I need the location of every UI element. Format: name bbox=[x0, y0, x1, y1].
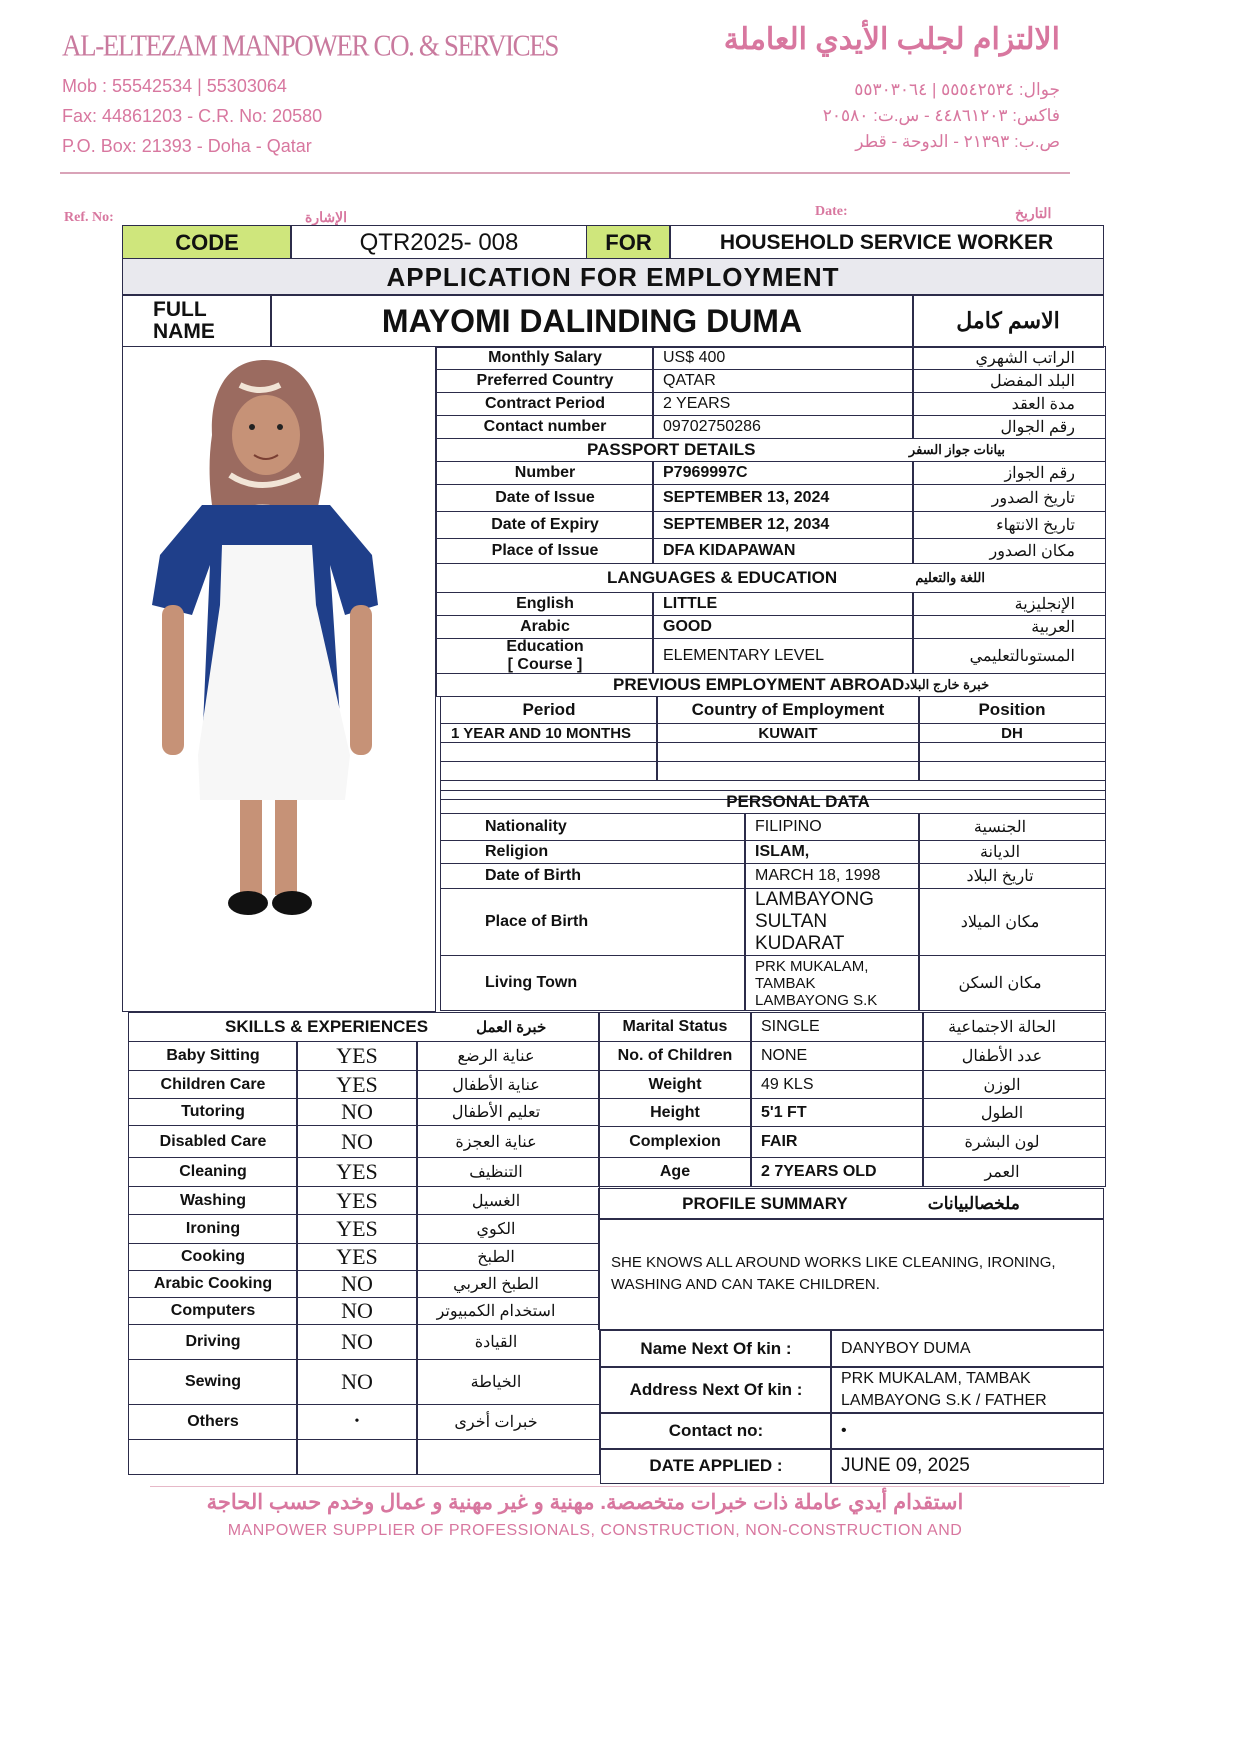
top-row-label-ar: مدة العقد bbox=[912, 392, 1106, 416]
personal2-row-value: 5'1 FT bbox=[750, 1098, 924, 1127]
language-row-label-ar: الإنجليزية bbox=[912, 592, 1106, 616]
skill-value: NO bbox=[296, 1297, 418, 1325]
skill-label: Tutoring bbox=[128, 1098, 298, 1126]
personal-header: PERSONAL DATA bbox=[440, 790, 1106, 814]
personal-row-value: ISLAM, bbox=[744, 840, 920, 864]
top-row-value: QATAR bbox=[652, 369, 914, 393]
date-applied-label: DATE APPLIED : bbox=[600, 1448, 832, 1484]
passport-row-label: Place of Issue bbox=[436, 538, 654, 564]
top-row-label-ar: الراتب الشهري bbox=[912, 346, 1106, 370]
date-label-ar: التاريخ bbox=[1015, 205, 1052, 221]
skill-label-ar: الخياطة bbox=[416, 1359, 600, 1405]
skill-value: NO bbox=[296, 1359, 418, 1405]
passport-header bbox=[436, 438, 1106, 462]
full-name-label-ar: الاسم كامل bbox=[912, 294, 1104, 348]
language-row-value: LITTLE bbox=[652, 592, 914, 616]
skill-label: Washing bbox=[128, 1186, 298, 1215]
applicant-photo bbox=[140, 355, 390, 930]
language-row-label: English bbox=[436, 592, 654, 616]
skill-value: NO bbox=[296, 1098, 418, 1126]
skill-label-ar: عناية الرضع bbox=[416, 1041, 600, 1071]
top-row-value: US$ 400 bbox=[652, 346, 914, 370]
personal-row-label: Date of Birth bbox=[440, 863, 746, 889]
language-row-label: Arabic bbox=[436, 615, 654, 639]
skill-label: Sewing bbox=[128, 1359, 298, 1405]
skills-title-ar: خبرة العمل bbox=[476, 1019, 547, 1036]
top-row-label-ar: رقم الجوال bbox=[912, 415, 1106, 439]
skill-label-ar: تعليم الأطفال bbox=[416, 1098, 600, 1126]
personal2-row-label: No. of Children bbox=[598, 1041, 752, 1071]
personal-row-label: Nationality bbox=[440, 813, 746, 841]
language-row-label-ar: العربية bbox=[912, 615, 1106, 639]
personal2-row-value: 49 KLS bbox=[750, 1070, 924, 1099]
full-name-label: FULL NAME bbox=[122, 294, 272, 348]
personal2-row-value: 2 7YEARS OLD bbox=[750, 1157, 924, 1187]
passport-row-label-ar: رقم الجواز bbox=[912, 461, 1106, 485]
employment-col-country: Country of Employment bbox=[656, 696, 920, 724]
personal-row-value: PRK MUKALAM, TAMBAK LAMBAYONG S.K bbox=[744, 955, 920, 1011]
employment-period bbox=[440, 742, 658, 762]
form-title: APPLICATION FOR EMPLOYMENT bbox=[122, 258, 1104, 296]
employment-position: DH bbox=[918, 723, 1106, 743]
personal-row-label-ar: مكان السكن bbox=[918, 955, 1106, 1011]
passport-row-label-ar: تاريخ الصدور bbox=[912, 484, 1106, 512]
employment-country: KUWAIT bbox=[656, 723, 920, 743]
employment-country bbox=[656, 742, 920, 762]
profile-title-en: PROFILE SUMMARY bbox=[682, 1194, 848, 1213]
skill-label-ar: استخدام الكمبيوتر bbox=[416, 1297, 600, 1325]
ref-no-label-ar: الإشارة bbox=[305, 209, 347, 225]
code-label: CODE bbox=[122, 225, 292, 260]
letterhead-divider bbox=[60, 172, 1070, 174]
skill-label: Baby Sitting bbox=[128, 1041, 298, 1071]
skill-label: Children Care bbox=[128, 1070, 298, 1099]
footer-arabic: استقدام أيدي عاملة ذات خبرات متخصصة. مهنية و غير مهنية و عمال وخدم حسب الحاجة bbox=[206, 1491, 964, 1514]
kin-name-value: DANYBOY DUMA bbox=[830, 1330, 1104, 1368]
skill-label-ar: عناية العجزة bbox=[416, 1125, 600, 1158]
employment-country bbox=[656, 761, 920, 781]
passport-row-value: DFA KIDAPAWAN bbox=[652, 538, 914, 564]
company-name-ar: الالتزام لجلب الأيدي العاملة bbox=[723, 23, 1060, 56]
skills-title: SKILLS & EXPERIENCES bbox=[225, 1017, 429, 1036]
kin-contact-value: • bbox=[830, 1412, 1104, 1450]
passport-title: PASSPORT DETAILS bbox=[587, 440, 756, 459]
skill-value: NO bbox=[296, 1324, 418, 1360]
personal-row-value: LAMBAYONG SULTAN KUDARAT bbox=[744, 888, 920, 956]
profile-summary: SHE KNOWS ALL AROUND WORKS LIKE CLEANING, IRONING, WASHING AND CAN TAKE CHILDREN. bbox=[598, 1218, 1104, 1330]
employment-period bbox=[440, 761, 658, 781]
fax-cr-number: Fax: 44861203 - C.R. No: 20580 bbox=[62, 106, 323, 126]
top-row-label: Monthly Salary bbox=[436, 346, 654, 370]
fax-cr-number-ar: فاكس: ٤٤٨٦١٢٠٣ - س.ت: ٢٠٥٨٠ bbox=[822, 106, 1060, 125]
passport-row-label: Date of Issue bbox=[436, 484, 654, 512]
personal-row-label-ar: الجنسية bbox=[918, 813, 1106, 841]
employment-period: 1 YEAR AND 10 MONTHS bbox=[440, 723, 658, 743]
passport-row-label: Date of Expiry bbox=[436, 511, 654, 539]
skill-label-ar: الغسيل bbox=[416, 1186, 600, 1215]
kin-contact-label: Contact no: bbox=[600, 1412, 832, 1450]
po-box: P.O. Box: 21393 - Doha - Qatar bbox=[62, 136, 312, 156]
skill-label-ar: خبرات أخرى bbox=[416, 1404, 600, 1440]
personal-row-value: MARCH 18, 1998 bbox=[744, 863, 920, 889]
personal-row-label: Place of Birth bbox=[440, 888, 746, 956]
passport-row-label-ar: مكان الصدور bbox=[912, 538, 1106, 564]
skill-label: Others bbox=[128, 1404, 298, 1440]
top-row-label: Contact number bbox=[436, 415, 654, 439]
employment-title: PREVIOUS EMPLOYMENT ABROAD bbox=[613, 675, 905, 694]
date-label: Date: bbox=[815, 204, 848, 219]
personal2-row-label: Complexion bbox=[598, 1126, 752, 1158]
personal2-row-label-ar: الوزن bbox=[922, 1070, 1106, 1099]
skill-label-ar: عناية الأطفال bbox=[416, 1070, 600, 1099]
skill-label: Arabic Cooking bbox=[128, 1270, 298, 1298]
skill-label-ar: القيادة bbox=[416, 1324, 600, 1360]
skill-value: YES bbox=[296, 1041, 418, 1071]
personal2-row-label-ar: لون البشرة bbox=[922, 1126, 1106, 1158]
language-row-value: GOOD bbox=[652, 615, 914, 639]
employment-col-position: Position bbox=[918, 696, 1106, 724]
language-row-label: Education [ Course ] bbox=[436, 638, 654, 674]
skill-empty-row bbox=[416, 1439, 600, 1475]
skill-label: Disabled Care bbox=[128, 1125, 298, 1158]
profile-title-ar: ملخصالبيانات bbox=[927, 1194, 1020, 1213]
employment-title-ar: خبرة خارج البلاد bbox=[904, 677, 990, 692]
employment-position bbox=[918, 742, 1106, 762]
footer-english: MANPOWER SUPPLIER OF PROFESSIONALS, CONSTRUCTION, NON-CONSTRUCTION AND bbox=[227, 1522, 963, 1539]
skills-header bbox=[128, 1012, 600, 1042]
code-value: QTR2025- 008 bbox=[290, 225, 588, 260]
top-row-value: 09702750286 bbox=[652, 415, 914, 439]
skill-label: Computers bbox=[128, 1297, 298, 1325]
personal2-row-value: NONE bbox=[750, 1041, 924, 1071]
personal2-row-label-ar: العمر bbox=[922, 1157, 1106, 1187]
profile-title bbox=[598, 1188, 1104, 1220]
passport-row-label-ar: تاريخ الانتهاء bbox=[912, 511, 1106, 539]
skill-label: Cleaning bbox=[128, 1157, 298, 1187]
skill-value: YES bbox=[296, 1157, 418, 1187]
for-value: HOUSEHOLD SERVICE WORKER bbox=[669, 225, 1104, 260]
passport-row-value: SEPTEMBER 12, 2034 bbox=[652, 511, 914, 539]
personal-row-label: Living Town bbox=[440, 955, 746, 1011]
personal2-row-label: Marital Status bbox=[598, 1012, 752, 1042]
personal-row-label-ar: تاريخ البلاد bbox=[918, 863, 1106, 889]
employment-header bbox=[436, 673, 1106, 697]
skill-label: Cooking bbox=[128, 1243, 298, 1271]
skill-value: NO bbox=[296, 1125, 418, 1158]
top-row-label: Contract Period bbox=[436, 392, 654, 416]
skill-value: YES bbox=[296, 1186, 418, 1215]
personal2-row-label-ar: الحالة الاجتماعية bbox=[922, 1012, 1106, 1042]
skill-label-ar: التنظيف bbox=[416, 1157, 600, 1187]
languages-title: LANGUAGES & EDUCATION bbox=[607, 568, 838, 587]
passport-row-value: SEPTEMBER 13, 2024 bbox=[652, 484, 914, 512]
skill-empty-row bbox=[128, 1439, 298, 1475]
personal-row-value: FILIPINO bbox=[744, 813, 920, 841]
personal2-row-label: Weight bbox=[598, 1070, 752, 1099]
personal2-row-value: FAIR bbox=[750, 1126, 924, 1158]
top-row-label-ar: البلد المفضل bbox=[912, 369, 1106, 393]
footer-divider bbox=[150, 1486, 1070, 1487]
passport-row-label: Number bbox=[436, 461, 654, 485]
mobile-numbers-ar: جوال: ٥٥٥٤٢٥٣٤ | ٥٥٣٠٣٠٦٤ bbox=[854, 80, 1060, 99]
kin-address-value: PRK MUKALAM, TAMBAK LAMBAYONG S.K / FATHER bbox=[830, 1366, 1104, 1414]
passport-title-ar: بيانات جواز السفر bbox=[908, 442, 1005, 457]
personal2-row-label-ar: عدد الأطفال bbox=[922, 1041, 1106, 1071]
skill-empty-row bbox=[296, 1439, 418, 1475]
ref-no-label: Ref. No: bbox=[64, 210, 114, 225]
employment-col-period: Period bbox=[440, 696, 658, 724]
languages-header bbox=[436, 563, 1106, 593]
for-label: FOR bbox=[586, 225, 671, 260]
passport-row-value: P7969997C bbox=[652, 461, 914, 485]
skill-value: YES bbox=[296, 1243, 418, 1271]
skill-value: • bbox=[296, 1404, 418, 1440]
kin-name-label: Name Next Of kin : bbox=[600, 1330, 832, 1368]
skill-label: Driving bbox=[128, 1324, 298, 1360]
po-box-ar: ص.ب: ٢١٣٩٣ - الدوحة - قطر bbox=[855, 132, 1060, 151]
skill-label: Ironing bbox=[128, 1214, 298, 1244]
personal2-row-label: Age bbox=[598, 1157, 752, 1187]
language-row-value: ELEMENTARY LEVEL bbox=[652, 638, 914, 674]
personal-row-label-ar: مكان الميلاد bbox=[918, 888, 1106, 956]
personal2-row-value: SINGLE bbox=[750, 1012, 924, 1042]
language-row-label-ar: المستوىالتعليمي bbox=[912, 638, 1106, 674]
skill-label-ar: الطبخ bbox=[416, 1243, 600, 1271]
company-name-en: AL-ELTEZAM MANPOWER CO. & SERVICES bbox=[62, 28, 558, 63]
full-name-value: MAYOMI DALINDING DUMA bbox=[270, 294, 914, 348]
skill-label-ar: الطبخ العربي bbox=[416, 1270, 600, 1298]
top-row-label: Preferred Country bbox=[436, 369, 654, 393]
skill-value: YES bbox=[296, 1214, 418, 1244]
personal2-row-label: Height bbox=[598, 1098, 752, 1127]
mobile-numbers: Mob : 55542534 | 55303064 bbox=[62, 76, 287, 96]
date-applied-value: JUNE 09, 2025 bbox=[830, 1448, 1104, 1484]
personal-row-label: Religion bbox=[440, 840, 746, 864]
languages-title-ar: اللغة والتعليم bbox=[915, 570, 985, 585]
kin-address-label: Address Next Of kin : bbox=[600, 1366, 832, 1414]
top-row-value: 2 YEARS bbox=[652, 392, 914, 416]
skill-value: NO bbox=[296, 1270, 418, 1298]
personal-row-label-ar: الديانة bbox=[918, 840, 1106, 864]
personal2-row-label-ar: الطول bbox=[922, 1098, 1106, 1127]
employment-position bbox=[918, 761, 1106, 781]
skill-label-ar: الكوي bbox=[416, 1214, 600, 1244]
skill-value: YES bbox=[296, 1070, 418, 1099]
